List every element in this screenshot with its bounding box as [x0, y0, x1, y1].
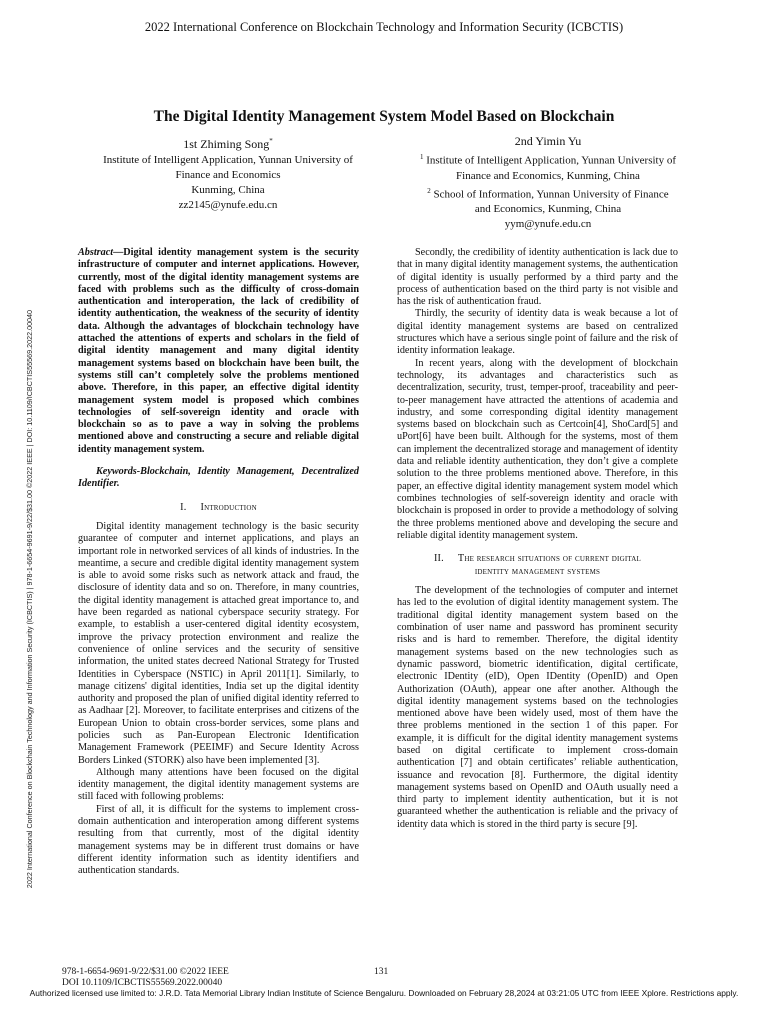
footer-doi: DOI 10.1109/ICBCTIS55569.2022.00040 [62, 978, 223, 988]
footer-isbn: 978-1-6654-9691-9/22/$31.00 ©2022 IEEE [62, 967, 229, 977]
section-heading-research-situations: II. The research situations of current digital identity management systems [433, 553, 642, 578]
author-block-2 [393, 134, 703, 232]
conference-header: 2022 International Conference on Blockchain Technology and Information Security (ICBCTIS) [144, 20, 624, 34]
abstract: Abstract—Digital identity management system is the security infrastructure of computer and internet applications. However, currently, most of the digital identity management systems are faced with problems such as the difficulty of cross-domain authentication and interoperation, the lack of credibility of identity authentication, the weakness of the security of identity data. Although the advantages of blockchain technology have attached the attentions of experts and scholars in the field of digital identity management and many digital identity management systems based on blockchain have been built, the systems still can’t completely solve the problems mentioned above. Therefore, in this paper, an effective digital identity management system model is proposed which combines technologies of self-sovereign identity and oracle with blockchain so as to pave a way in solving the problems mentioned above and constructing a secure and reliable digital identity management system. [78, 247, 359, 455]
abstract-lead: Abstract [78, 247, 114, 258]
footer-identifiers [62, 967, 229, 989]
author-name-1: 1st Zhiming Song* [183, 137, 273, 151]
paragraph: Digital identity management technology is the basic security guarantee of computer and internet applications, and plays an important role in networked services of all kinds of industries. In the meantime, a secure and credible digital identity management system is able to avoid some risks such as network attack and fraud, the disclosure of identity data and so on. Therefore, in many countries, the digital identity management is attached great importance to, and have been regarded as national cyberspace security strategy. For example, to establish a user-centered digital identity ecosystem, improve the privacy protection environment and realize the convenience of online services and the security of sensitive information, the united states decreed National Strategy for Trusted Identities in Cyberspace (NSTIC) in April 2011[1]. Similarly, to manage citizens' digital identities, India set up the digital identity authority and proposed the plan of unified digital identity referred to as Aadhaar [2]. Moreover, to facilitate enterprises and citizens of the European Union to obtain cross-border services, some plans and policies such as Pan-European Electronic Identification Management Framework (PEEIMF) and Secure Identity Across Borders Linked (STORK) also have been implemented [3]. [78, 520, 359, 766]
paragraph: The development of the technologies of computer and internet has led to the evolution of digital identity management system. The traditional digital identity management system based on the combination of user name and password has prominent security risks and is hard to remember. Therefore, the digital identity management systems based on the new technologies such as dynamic password, biometric identification, digital certificate, electronic IDentity (eID), Open IDentity (OpenID) and Open Authorization (OAuth), appear one after another. Although the digital identity management systems based on the technologies mentioned above have been widely used, most of them have the three problems mentioned in the section 1 of this paper. For example, it is difficult for the digital identity management systems based on digital certificate to implement cross-domain authentication [7] and obtain certificates’ reliable authentication, issuance and revocation [8]. Furthermore, the digital identity management systems based on OpenID and OAuth usually need a third party to implement identity authentication, but it is not guaranteed whether the authentication is reliable and the privacy of identity data which is stored in the third party is secure [9]. [397, 585, 678, 830]
author-block-1 [78, 134, 378, 213]
paragraph: Although many attentions have been focused on the digital identity management, the digital identity management systems are still faced with following problems: [78, 766, 359, 803]
side-copyright-notice: 2022 International Conference on Blockchain Technology and Information Security (ICBCTIS) | 978-1-6654-9691-9/22/$31.00 ©2022 IEEE | DOI: 10.1109/ICBCTIS55569.2022.00040 [25, 309, 34, 889]
paragraph: First of all, it is difficult for the systems to implement cross-domain authentication and interoperation among different systems resulting from that currently, most of the digital identity management systems may be in different trust domains or have different identity information such as identity identifiers and authentication standards. [78, 803, 359, 877]
author-2-email: yym@ynufe.edu.cn [504, 218, 592, 231]
page-number: 131 [374, 967, 389, 977]
keywords: Keywords-Blockchain, Identity Management, Decentralized Identifier. [78, 466, 359, 490]
paragraph: In recent years, along with the development of blockchain technology, its advantages and characteristics such as decentralization, security, trust, temper-proof, traceability and peer-to-peer management have attracted the attentions of academia and industry, and some corresponding digital identity management systems based on blockchain such as Certcoin[4], ShoCard[5] and uPort[6] have been built. Although for the systems, most of them can implement the decentralized storage and management of identity data and reliable identity authentication, they don’t give a complete solution to the three problems mentioned above. Therefore, in this paper, an effective digital identity management system model which combines technologies of self-sovereign identity and oracle with blockchain is proposed in order to provide a methodology of solving the three problems mentioned above and developing the secure and reliable digital identity management system. [397, 357, 678, 541]
paragraph: Secondly, the credibility of identity authentication is lack due to that in many digital identity management systems, the authentication of digital identity is usually performed by a third party and the process of authentication based on the third party is not visible and has the risk of authentication fraud. [397, 247, 678, 308]
left-column [78, 247, 359, 878]
author-name-2: 2nd Yimin Yu [514, 134, 582, 148]
author-2-affiliation-1-cont: Finance and Economics, Kunming, China [456, 169, 640, 182]
author-1-email: zz2145@ynufe.edu.cn [178, 199, 278, 211]
corresponding-author-mark: * [269, 137, 273, 145]
right-column [397, 247, 678, 831]
author-2-affiliation-2-cont: and Economics, Kunming, China [474, 203, 622, 216]
author-1-affiliation-line: Finance and Economics [175, 169, 281, 181]
license-notice: Authorized licensed use limited to: J.R.D. Tata Memorial Library Indian Institute of Science Bengaluru. Downloaded on February 28,2024 at 03:21:05 UTC from IEEE Xplore. Restrictions apply. [29, 988, 739, 998]
author-2-affiliation-1: $^1$ Institute of Intelligent Application, Yunnan University of [419, 153, 677, 167]
author-1-location: Kunming, China [191, 184, 265, 196]
paragraph: Thirdly, the security of identity data is weak because a lot of digital identity management systems are based on centralized structures which have a serious single point of failure and the risk of identity information leakage. [397, 308, 678, 357]
section-heading-introduction: I. Introduction [180, 501, 257, 513]
author-2-affiliation-2: $^2$ School of Information, Yunnan University of Finance [427, 186, 669, 201]
author-1-affiliation-line: Institute of Intelligent Application, Yunnan University of [103, 154, 353, 166]
paper-title: The Digital Identity Management System Model Based on Blockchain [153, 108, 615, 125]
